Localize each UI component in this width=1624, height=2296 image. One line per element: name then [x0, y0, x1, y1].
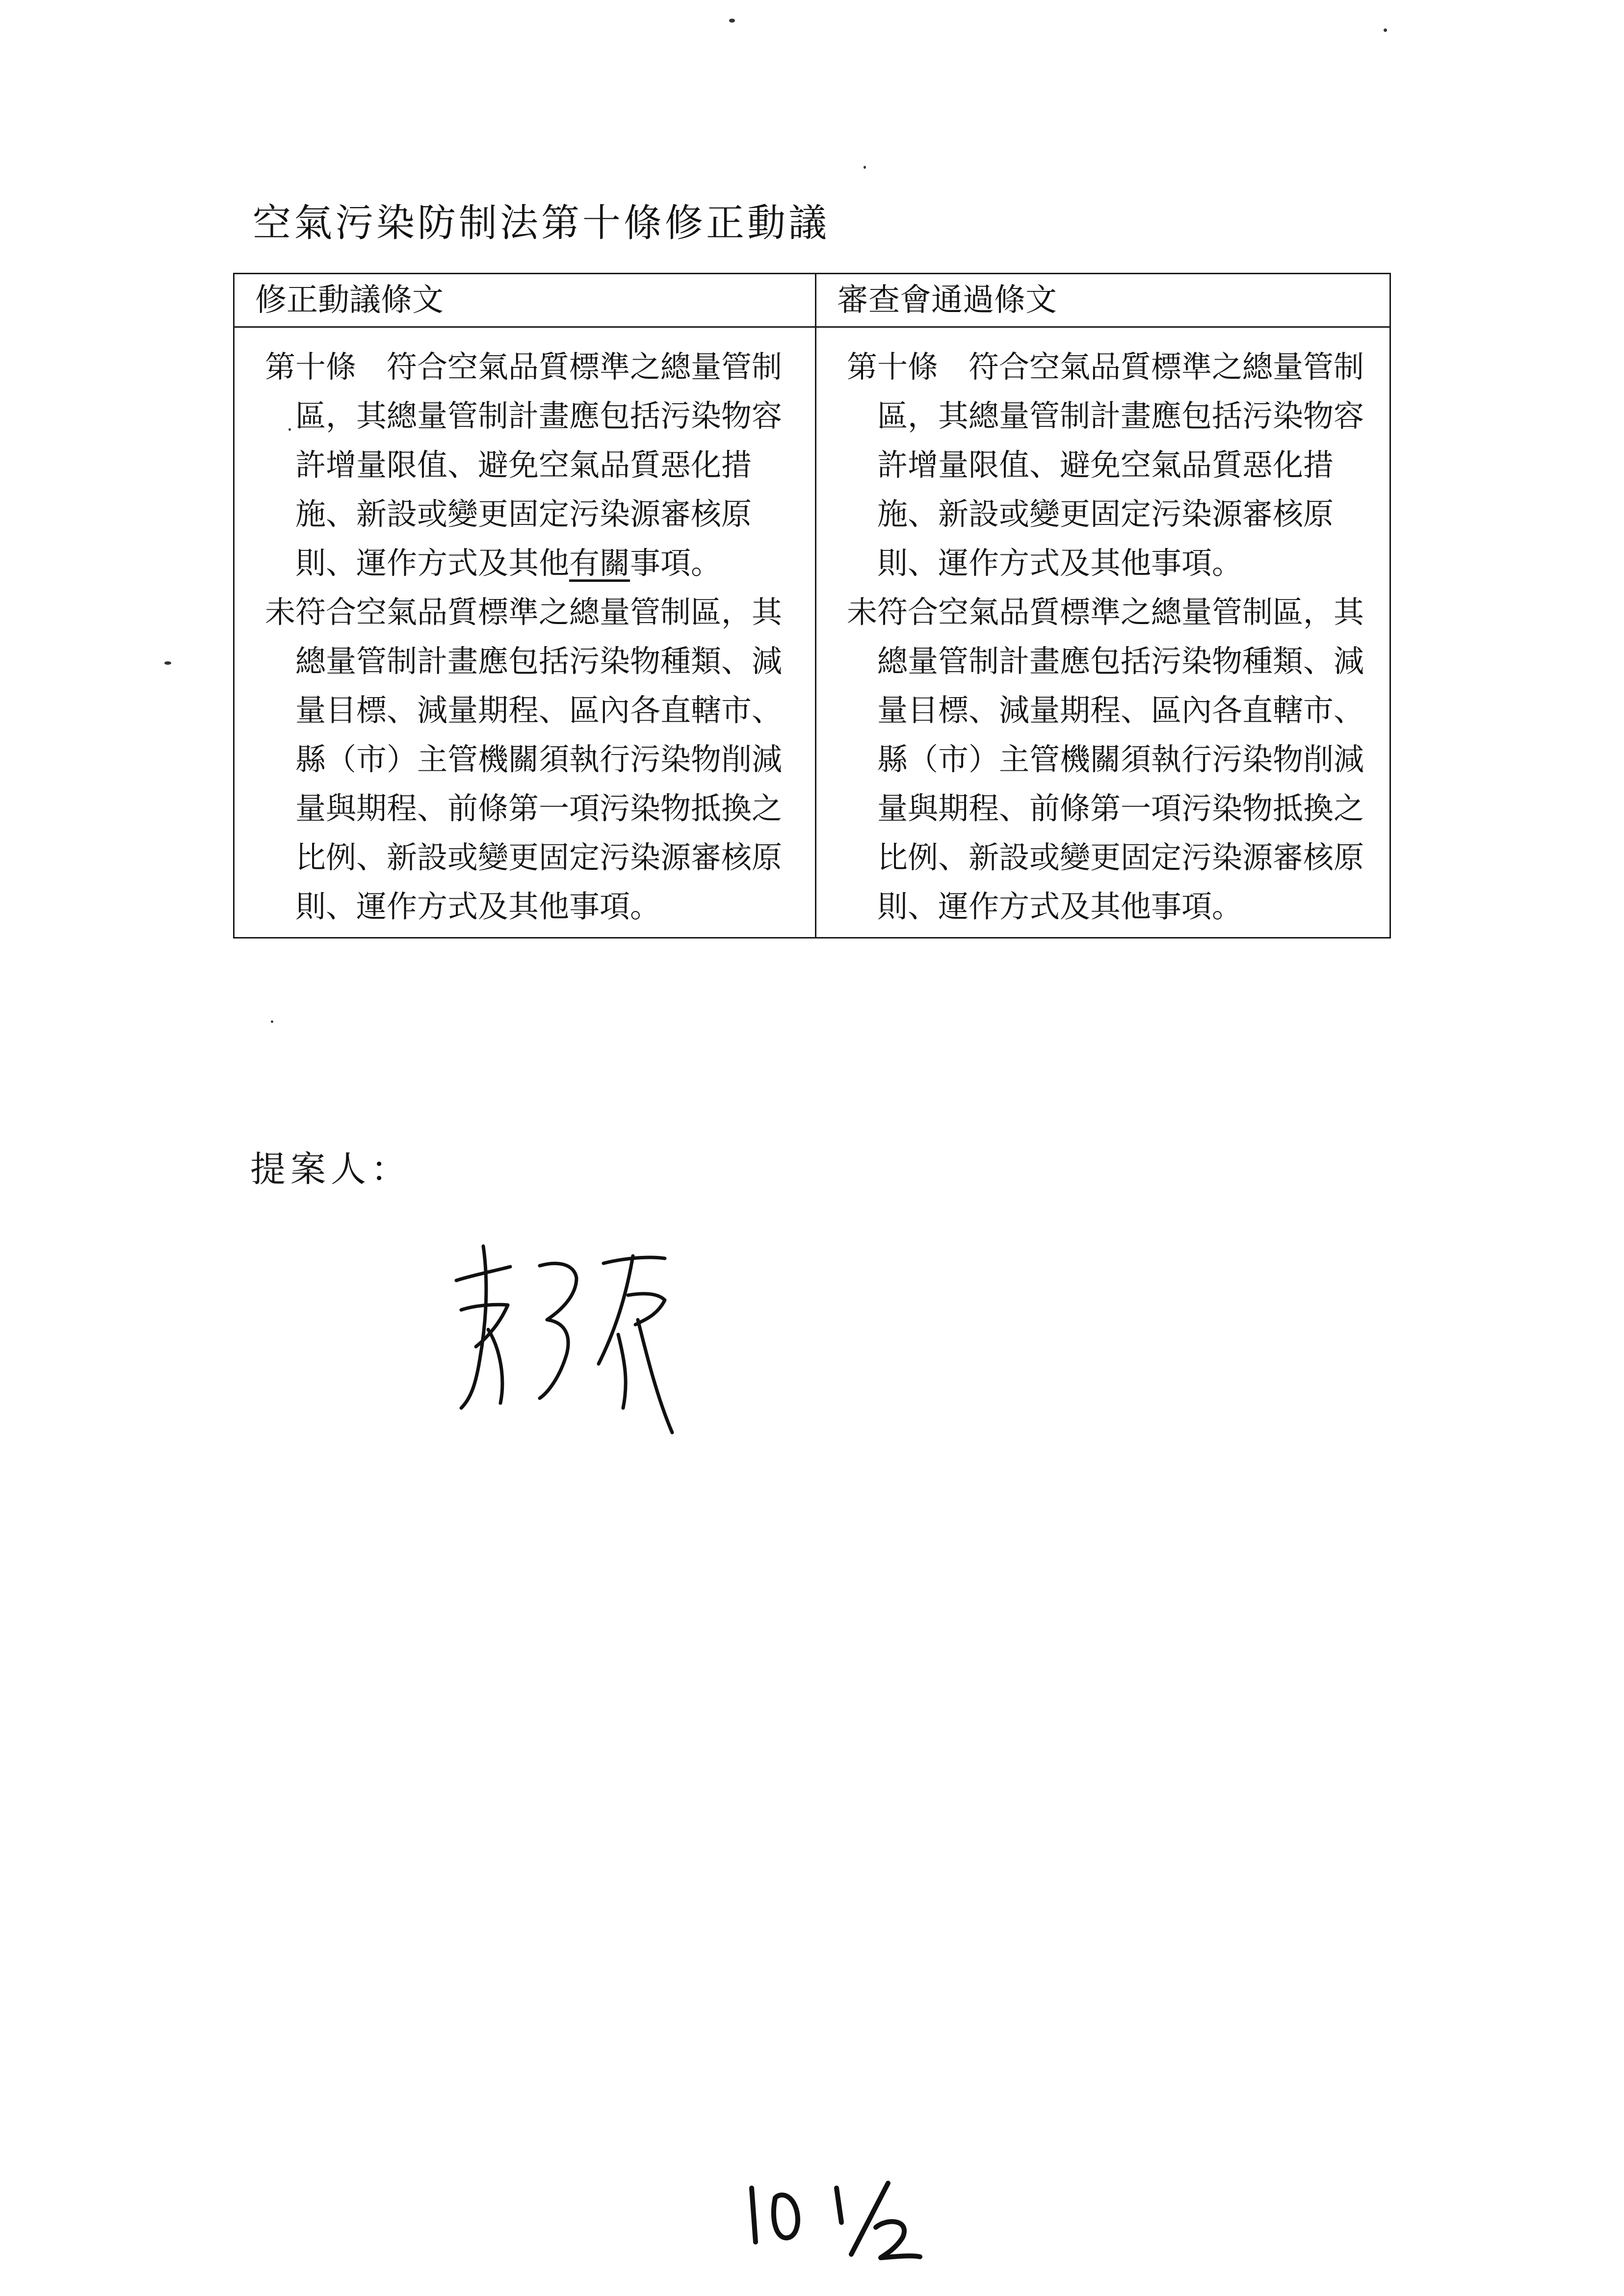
- motion-paragraph-1-end: 事項。: [630, 545, 722, 581]
- header-motion-text: 修正動議條文: [234, 274, 816, 327]
- underlined-amendment: 有關: [569, 545, 630, 581]
- scan-speck: [864, 166, 866, 169]
- motion-paragraph-2: 未符合空氣品質標準之總量管制區，其總量管制計畫應包括污染物種類、減量目標、減量期程、區內各直轄市、縣（市）主管機關須執行污染物削減量與期程、前條第一項污染物抵換之比例、新設或變更固定污染源審核原則、運作方式及其他事項。: [265, 594, 783, 924]
- page-title: 空氣污染防制法第十條修正動議: [253, 201, 830, 245]
- proposer-label: 提案人：: [250, 1148, 412, 1190]
- handwritten-page-mark: [741, 2168, 927, 2264]
- approved-paragraph-2: 未符合空氣品質標準之總量管制區，其總量管制計畫應包括污染物種類、減量目標、減量期程、區內各直轄市、縣（市）主管機關須執行污染物削減量與期程、前條第一項污染物抵換之比例、新設或變更固定污染源審核原則、運作方式及其他事項。: [847, 594, 1364, 924]
- handwritten-signature-icon: [442, 1236, 697, 1474]
- approved-paragraph-1: 第十條 符合空氣品質標準之總量管制區，其總量管制計畫應包括污染物容許增量限值、避免空氣品質惡化措施、新設或變更固定污染源審核原則、運作方式及其他事項。: [847, 349, 1364, 581]
- comparison-table: [233, 273, 1391, 939]
- scan-speck: [288, 428, 291, 431]
- header-approved-text: 審查會通過條文: [816, 274, 1390, 327]
- scan-speck: [271, 1020, 273, 1023]
- approved-text-cell: [816, 327, 1390, 938]
- motion-paragraph-1: [265, 342, 795, 588]
- table-row: [234, 327, 1390, 938]
- scan-speck: [164, 661, 171, 665]
- scan-speck: [729, 19, 735, 23]
- motion-text-cell: [234, 327, 816, 938]
- motion-paragraph-1-text: 第十條 符合空氣品質標準之總量管制區，其總量管制計畫應包括污染物容許增量限值、避免空氣品質惡化措施、新設或變更固定污染源審核原則、運作方式及其他: [265, 349, 783, 581]
- scan-speck: [1384, 28, 1387, 32]
- table-header-row: [234, 274, 1390, 327]
